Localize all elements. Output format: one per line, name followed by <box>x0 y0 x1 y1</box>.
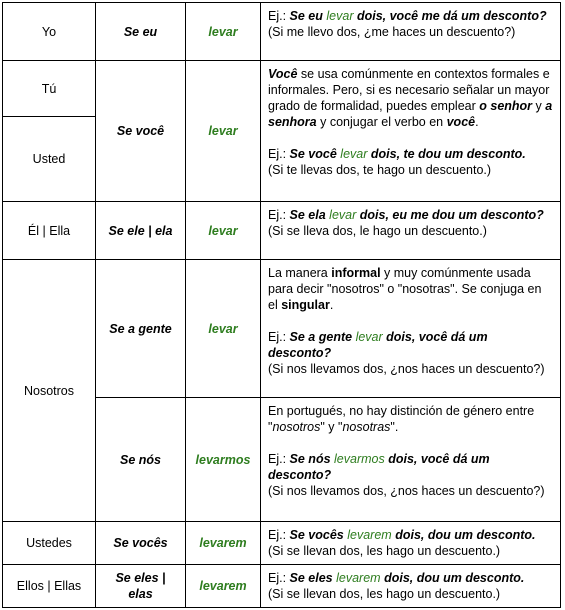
example-es: (Si nos llevamos dos, ¿nos haces un descuento?) <box>268 484 545 498</box>
note-term: o senhor <box>479 99 533 113</box>
example-subject: Se a gente <box>289 330 353 344</box>
example-cell <box>261 522 561 565</box>
row-ellos-ellas <box>3 565 561 608</box>
note-term: singular <box>281 298 330 312</box>
note-term: Você <box>268 67 298 81</box>
note-term: nosotras <box>342 420 391 434</box>
subject-cell: Se eu <box>96 3 186 61</box>
example-es: (Si me llevo dos, ¿me haces un descuento?) <box>268 25 516 39</box>
example-verb: levarem <box>347 528 392 542</box>
example-subject: Se nós <box>289 452 331 466</box>
row-tu <box>3 61 561 117</box>
verb-cell: levarem <box>186 522 261 565</box>
pronoun-cell: Nosotros <box>3 260 96 522</box>
example-pt <box>268 8 553 24</box>
note-text: y conjugar el verbo en <box>320 115 444 129</box>
example-pt <box>268 451 553 483</box>
note-text: se usa comúnmente en contextos formales e informales. Pero, si es necesario señalar un mayor grado de formalidad, puedes emplear <box>268 67 550 113</box>
example-subject: Se ela <box>289 208 326 222</box>
example-pt <box>268 146 553 162</box>
example-es: (Si te llevas dos, te hago un descuento.) <box>268 163 492 177</box>
example-cell <box>261 565 561 608</box>
example-es: (Si nos llevamos dos, ¿nos haces un descuento?) <box>268 362 545 376</box>
ej-label: Ej.: <box>268 330 290 344</box>
verb-cell: levar <box>186 202 261 260</box>
pronoun-cell: Tú <box>3 61 96 117</box>
note-text: La manera <box>268 266 328 280</box>
example-subject: Se eles <box>289 571 333 585</box>
example-rest: dois, dou um desconto. <box>395 528 536 542</box>
note-term: informal <box>331 266 381 280</box>
note-text: ". <box>390 420 399 434</box>
example-verb: levar <box>340 147 368 161</box>
example-verb: levar <box>329 208 357 222</box>
example-es: (Si se llevan dos, les hago un descuento.) <box>268 587 501 601</box>
note-text: y muy comúnmente usada para decir "nosotros" o "nosotras". Se conjuga en el <box>268 266 542 312</box>
subject-cell: Se nós <box>96 398 186 522</box>
note-text: y <box>535 99 542 113</box>
example-rest: dois, você dá um desconto? <box>268 330 488 360</box>
verb-cell: levar <box>186 61 261 202</box>
example-pt <box>268 207 553 223</box>
example-rest: dois, você dá um desconto? <box>268 452 490 482</box>
example-cell <box>261 61 561 202</box>
example-verb: levarmos <box>334 452 385 466</box>
example-es: (Si se lleva dos, le hago un descuento.) <box>268 224 487 238</box>
subject-cell: Se você <box>96 61 186 202</box>
example-cell <box>261 202 561 260</box>
example-cell <box>261 260 561 398</box>
verb-cell: levarmos <box>186 398 261 522</box>
example-cell <box>261 398 561 522</box>
ej-label: Ej.: <box>268 452 290 466</box>
subject-cell: Se a gente <box>96 260 186 398</box>
subject-cell: Se vocês <box>96 522 186 565</box>
example-rest: dois, te dou um desconto. <box>370 147 526 161</box>
row-nosotros-a-gente <box>3 260 561 398</box>
verb-cell: levar <box>186 3 261 61</box>
row-yo <box>3 3 561 61</box>
example-rest: dois, eu me dou um desconto? <box>359 208 544 222</box>
note-text: " y " <box>320 420 343 434</box>
usage-note <box>268 66 553 130</box>
note-term: a senhora <box>268 99 553 129</box>
example-pt <box>268 329 553 361</box>
note-term: você <box>446 115 476 129</box>
ej-label: Ej.: <box>268 208 290 222</box>
example-subject: Se você <box>289 147 337 161</box>
verb-cell: levarem <box>186 565 261 608</box>
verb-cell: levar <box>186 260 261 398</box>
conjugation-table <box>2 2 561 608</box>
subject-cell: Se ele | ela <box>96 202 186 260</box>
ej-label: Ej.: <box>268 9 290 23</box>
pronoun-cell: Ellos | Ellas <box>3 565 96 608</box>
ej-label: Ej.: <box>268 571 290 585</box>
row-el-ella <box>3 202 561 260</box>
example-pt <box>268 570 553 586</box>
note-term: nosotros <box>272 420 321 434</box>
example-cell <box>261 3 561 61</box>
note-text: . <box>475 115 479 129</box>
ej-label: Ej.: <box>268 147 290 161</box>
subject-cell: Se eles | elas <box>96 565 186 608</box>
example-verb: levar <box>326 9 354 23</box>
example-verb: levar <box>355 330 383 344</box>
example-subject: Se vocês <box>289 528 344 542</box>
example-subject: Se eu <box>289 9 323 23</box>
example-rest: dois, você me dá um desconto? <box>356 9 547 23</box>
row-ustedes <box>3 522 561 565</box>
note-text: En portugués, no hay distinción de género entre " <box>268 404 535 434</box>
example-es: (Si se llevan dos, les hago un descuento.) <box>268 544 501 558</box>
example-verb: levarem <box>336 571 381 585</box>
example-rest: dois, dou um desconto. <box>384 571 525 585</box>
ej-label: Ej.: <box>268 528 290 542</box>
pronoun-cell: Él | Ella <box>3 202 96 260</box>
pronoun-cell: Yo <box>3 3 96 61</box>
example-pt <box>268 527 553 543</box>
usage-note <box>268 265 553 313</box>
pronoun-cell: Usted <box>3 117 96 202</box>
pronoun-cell: Ustedes <box>3 522 96 565</box>
note-text: . <box>329 298 334 312</box>
usage-note <box>268 403 553 435</box>
